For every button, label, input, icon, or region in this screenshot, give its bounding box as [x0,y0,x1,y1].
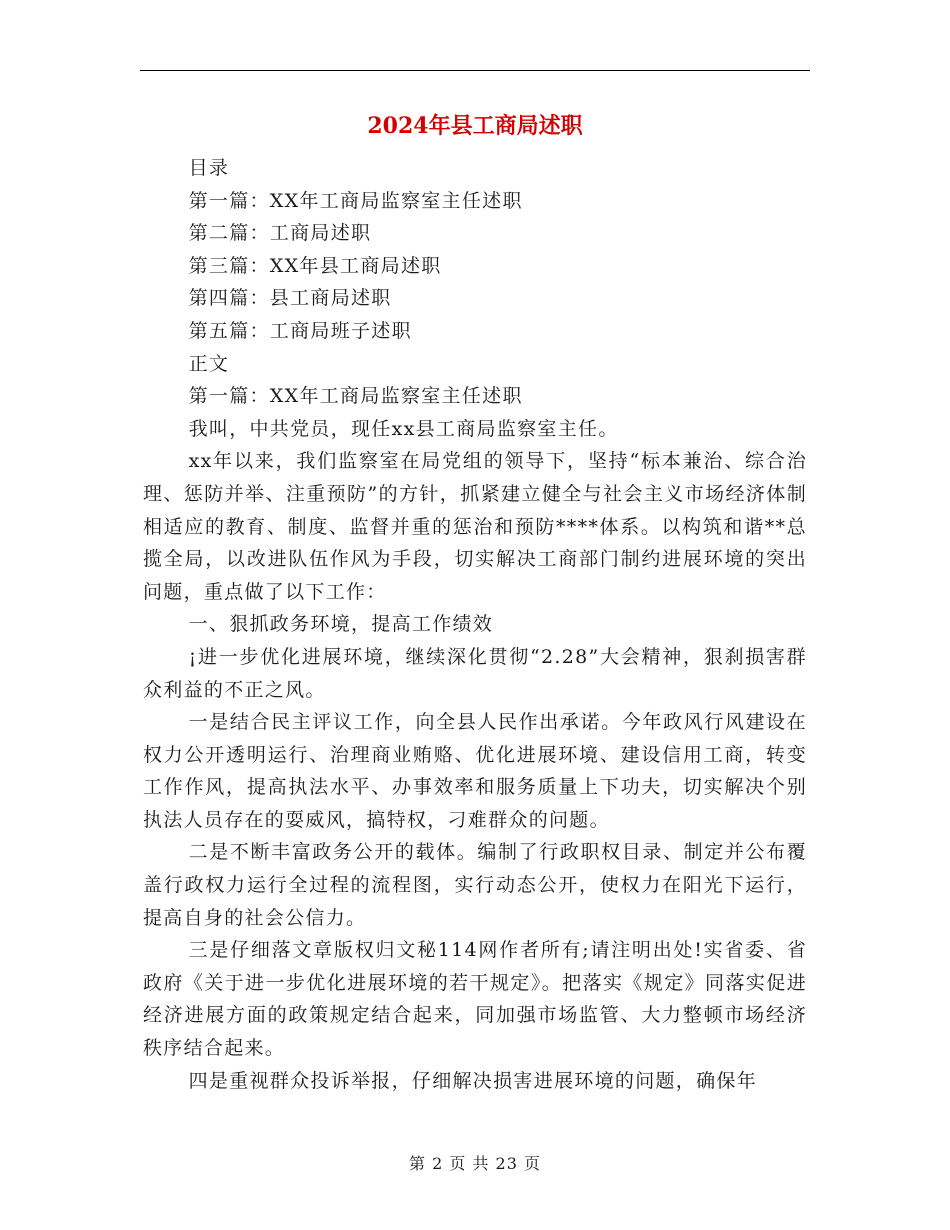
body-paragraph: 二是不断丰富政务公开的载体。编制了行政职权目录、制定并公布覆盖行政权力运行全过程的流程图，实行动态公开，使权力在阳光下运行，提高自身的社会公信力。 [143,841,807,929]
body-paragraph: xx年以来，我们监察室在局党组的领导下，坚持“标本兼治、综合治理、惩防并举、注重预防”的方针，抓紧建立健全与社会主义市场经济体制相适应的教育、制度、监督并重的惩治和预防****体系。以构筑和谐**总揽全局，以改进队伍作风为手段，切实解决工商部门制约进展环境的突出问题，重点做了以下工作： [143,450,807,603]
toc-item-1: 第一篇：XX年工商局监察室主任述职 [188,189,523,212]
body-paragraph: 三是仔细落文章版权归文秘114网作者所有;请注明出处!实省委、省政府《关于进一步优化进展环境的若干规定》。把落实《规定》同落实促进经济进展方面的政策规定结合起来，同加强市场监管、大力整顿市场经济秩序结合起来。 [143,939,807,1060]
chapter-heading: 第一篇：XX年工商局监察室主任述职 [188,385,523,408]
body-paragraph: 我叫，中共党员，现任xx县工商局监察室主任。 [188,417,619,440]
body-paragraph: ¡进一步优化进展环境，继续深化贯彻“2.28”大会精神，狠刹损害群众利益的不正之风。 [143,645,807,701]
header-rule [140,70,810,71]
document-title: 2024年县工商局述职 [367,113,583,139]
toc-item-3: 第三篇：XX年县工商局述职 [188,254,442,277]
document-body [143,152,807,1097]
body-heading: 正文 [188,352,230,375]
body-paragraph: 四是重视群众投诉举报，仔细解决损害进展环境的问题，确保年 [188,1069,757,1092]
toc-heading: 目录 [188,157,230,179]
toc-item-5: 第五篇：工商局班子述职 [188,319,412,342]
page-footer: 第 2 页 共 23 页 [409,1154,541,1173]
section-heading: 一、狠抓政务环境，提高工作绩效 [188,613,494,636]
toc-item-2: 第二篇：工商局述职 [188,222,372,245]
body-paragraph: 一是结合民主评议工作，向全县人民作出承诺。今年政风行风建设在权力公开透明运行、治理商业贿赂、优化进展环境、建设信用工商，转变工作作风，提高执法水平、办事效率和服务质量上下功夫，切实解决个别执法人员存在的耍威风，搞特权，刁难群众的问题。 [143,711,807,831]
toc-item-4: 第四篇：县工商局述职 [188,287,392,310]
